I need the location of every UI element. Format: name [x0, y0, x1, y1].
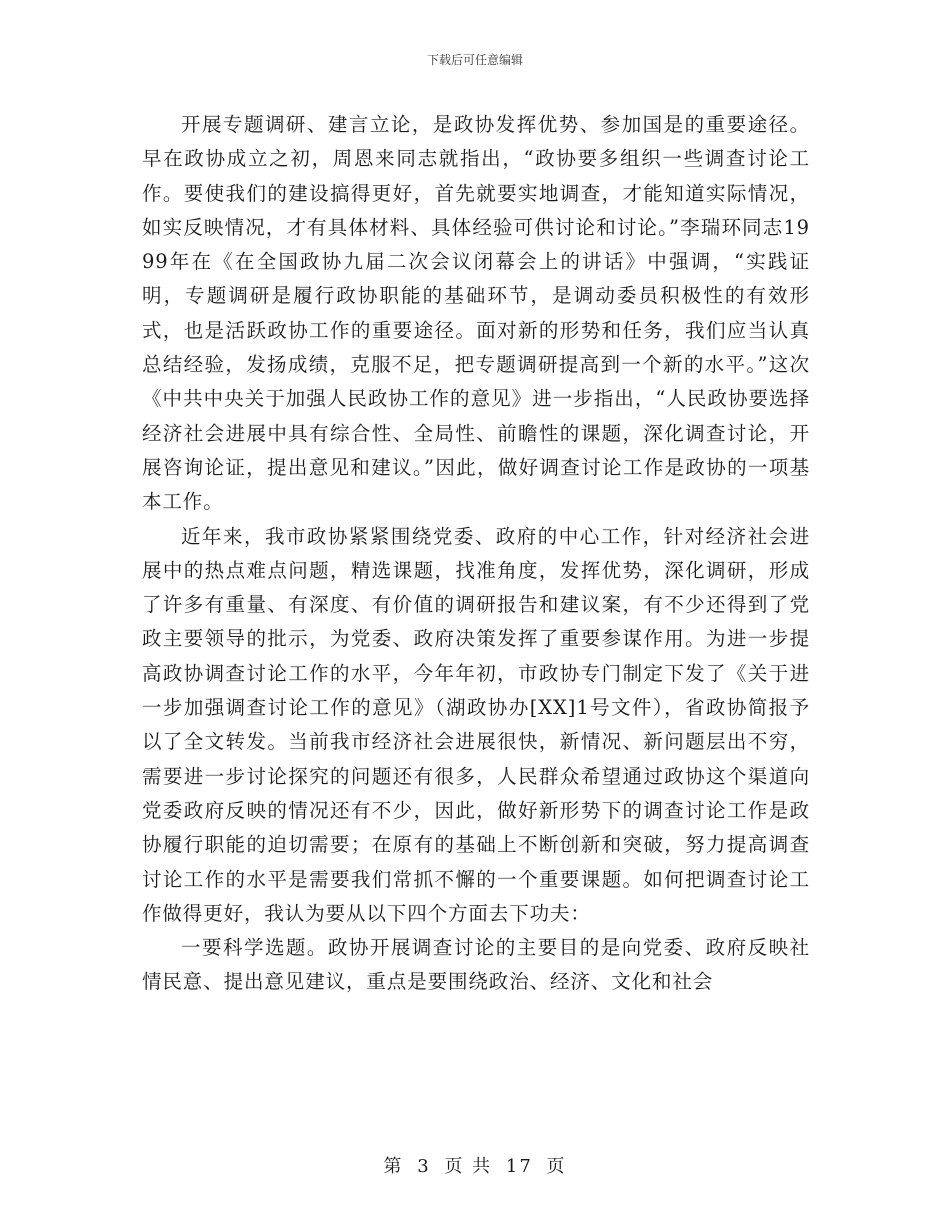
- footer-total-pages: 17: [505, 1156, 533, 1177]
- page-footer: [0, 1156, 950, 1178]
- paragraph-1: 开展专题调研、建言立论，是政协发挥优势、参加国是的重要途径。早在政协成立之初，周恩来同志就指出，“政协要多组织一些调查讨论工作。要使我们的建设搞得更好，首先就要实地调查，才能知道实际情况，如实反映情况，才有具体材料、具体经验可供讨论和讨论。”李瑞环同志1999年在《在全国政协九届二次会议闭幕会上的讲话》中强调，“实践证明，专题调研是履行政协职能的基础环节，是调动委员积极性的有效形式，也是活跃政协工作的重要途径。面对新的形势和任务，我们应当认真总结经验，发扬成绩，克服不足，把专题调研提高到一个新的水平。”这次《中共中央关于加强人民政协工作的意见》进一步指出，“人民政协要选择经济社会进展中具有综合性、全局性、前瞻性的课题，深化调查讨论，开展咨询论证，提出意见和建议。”因此，做好调查讨论工作是政协的一项基本工作。: [142, 113, 810, 514]
- footer-prefix: 第: [383, 1156, 404, 1177]
- document-body: [142, 108, 810, 1000]
- paragraph-2: 近年来，我市政协紧紧围绕党委、政府的中心工作，针对经济社会进展中的热点难点问题，精选课题，找准角度，发挥优势，深化调研，形成了许多有重量、有深度、有价值的调研报告和建议案，有不少还得到了党政主要领导的批示，为党委、政府决策发挥了重要参谋作用。为进一步提高政协调查讨论工作的水平，今年年初，市政协专门制定下发了《关于进一步加强调查讨论工作的意见》（湖政协办[XX]1号文件），省政协简报予以了全文转发。当前我市经济社会进展很快，新情况、新问题层出不穷，需要进一步讨论探究的问题还有很多，人民群众希望通过政协这个渠道向党委政府反映的情况还有不少，因此，做好新形势下的调查讨论工作是政协履行职能的迫切需要；在原有的基础上不断创新和突破，努力提高调查讨论工作的水平是需要我们常抓不懈的一个重要课题。如何把调查讨论工作做得更好，我认为要从以下四个方面去下功夫：: [142, 524, 810, 925]
- paragraph-3: 一要科学选题。政协开展调查讨论的主要目的是向党委、政府反映社情民意、提出意见建议，重点是要围绕政治、经济、文化和社会: [142, 936, 810, 994]
- footer-middle: 页 共: [444, 1156, 493, 1177]
- footer-suffix: 页: [546, 1156, 567, 1177]
- footer-page-number: 3: [417, 1156, 431, 1177]
- page-header: 下载后可任意编辑: [426, 53, 523, 67]
